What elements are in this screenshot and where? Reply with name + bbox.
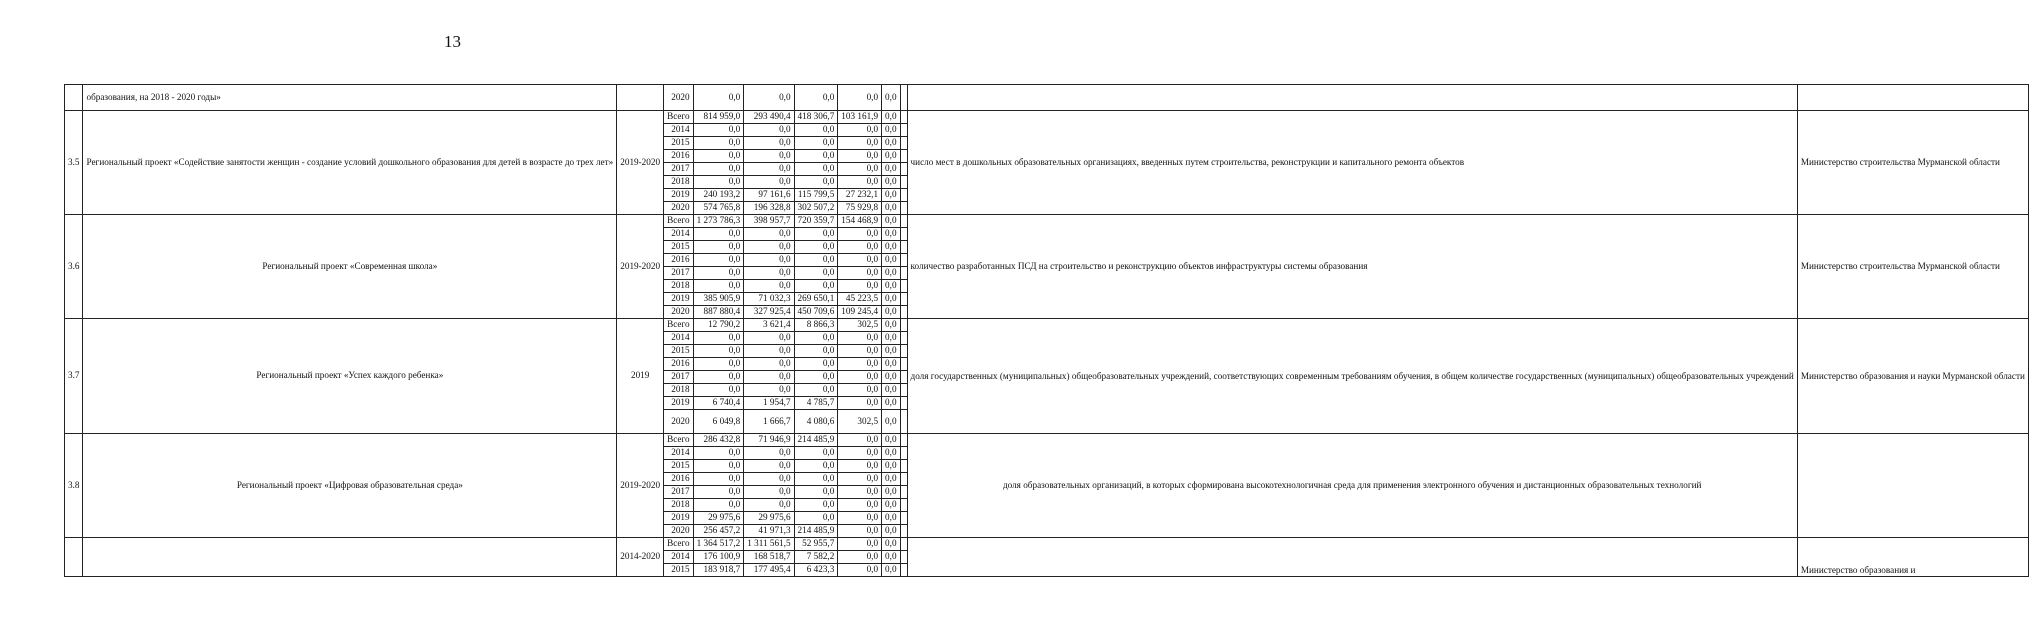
value-cell-2: 0,0 bbox=[744, 473, 794, 486]
year-cell: 2017 bbox=[664, 163, 694, 176]
value-cell-4: 0,0 bbox=[838, 358, 882, 371]
table-row bbox=[65, 319, 2029, 332]
indicator-cell bbox=[907, 85, 1797, 111]
indicator-cell: доля государственных (муниципальных) общеобразовательных учреждений, соответствующих современным требованиям обучения, в общем количестве государственных (муниципальных) общеобразовательных учреждений bbox=[907, 319, 1797, 434]
value-cell-4: 0,0 bbox=[838, 486, 882, 499]
value-cell-4: 0,0 bbox=[838, 499, 882, 512]
spacer-cell bbox=[900, 397, 907, 410]
value-cell-1: 0,0 bbox=[693, 137, 744, 150]
value-cell-3: 450 709,6 bbox=[794, 306, 838, 319]
value-cell-1: 0,0 bbox=[693, 254, 744, 267]
year-cell: 2020 bbox=[664, 202, 694, 215]
value-cell-5: 0,0 bbox=[882, 267, 900, 280]
value-cell-5: 0,0 bbox=[882, 111, 900, 124]
value-cell-2: 398 957,7 bbox=[744, 215, 794, 228]
year-cell: 2015 bbox=[664, 345, 694, 358]
spacer-cell bbox=[900, 176, 907, 189]
value-cell-1: 574 765,8 bbox=[693, 202, 744, 215]
value-cell-3: 269 650,1 bbox=[794, 293, 838, 306]
value-cell-2: 1 311 561,5 bbox=[744, 538, 794, 551]
value-cell-2: 293 490,4 bbox=[744, 111, 794, 124]
spacer-cell bbox=[900, 228, 907, 241]
value-cell-5: 0,0 bbox=[882, 473, 900, 486]
spacer-cell bbox=[900, 150, 907, 163]
value-cell-3: 0,0 bbox=[794, 137, 838, 150]
value-cell-3: 4 080,6 bbox=[794, 410, 838, 434]
budget-table bbox=[64, 84, 2029, 577]
value-cell-4: 0,0 bbox=[838, 371, 882, 384]
value-cell-2: 0,0 bbox=[744, 150, 794, 163]
table-row bbox=[65, 434, 2029, 447]
value-cell-2: 3 621,4 bbox=[744, 319, 794, 332]
spacer-cell bbox=[900, 85, 907, 111]
spacer-cell bbox=[900, 137, 907, 150]
value-cell-3: 4 785,7 bbox=[794, 397, 838, 410]
value-cell-2: 0,0 bbox=[744, 499, 794, 512]
year-cell: 2017 bbox=[664, 371, 694, 384]
value-cell-2: 0,0 bbox=[744, 332, 794, 345]
value-cell-3: 0,0 bbox=[794, 332, 838, 345]
value-cell-3: 6 423,3 bbox=[794, 564, 838, 577]
value-cell-4: 0,0 bbox=[838, 473, 882, 486]
value-cell-2: 0,0 bbox=[744, 280, 794, 293]
value-cell-5: 0,0 bbox=[882, 447, 900, 460]
value-cell-3: 0,0 bbox=[794, 280, 838, 293]
value-cell-2: 97 161,6 bbox=[744, 189, 794, 202]
value-cell-3: 0,0 bbox=[794, 358, 838, 371]
value-cell-3: 0,0 bbox=[794, 371, 838, 384]
value-cell-1: 0,0 bbox=[693, 332, 744, 345]
spacer-cell bbox=[900, 358, 907, 371]
value-cell-4: 0,0 bbox=[838, 525, 882, 538]
value-cell-2: 0,0 bbox=[744, 371, 794, 384]
value-cell-3: 8 866,3 bbox=[794, 319, 838, 332]
value-cell-2: 327 925,4 bbox=[744, 306, 794, 319]
value-cell-3: 0,0 bbox=[794, 473, 838, 486]
spacer-cell bbox=[900, 124, 907, 137]
value-cell-1: 176 100,9 bbox=[693, 551, 744, 564]
value-cell-1: 0,0 bbox=[693, 85, 744, 111]
value-cell-3: 52 955,7 bbox=[794, 538, 838, 551]
value-cell-4: 0,0 bbox=[838, 163, 882, 176]
value-cell-2: 1 666,7 bbox=[744, 410, 794, 434]
measure-name: Региональный проект «Успех каждого ребенка» bbox=[83, 319, 617, 434]
value-cell-3: 0,0 bbox=[794, 124, 838, 137]
value-cell-5: 0,0 bbox=[882, 306, 900, 319]
value-cell-1: 814 959,0 bbox=[693, 111, 744, 124]
year-cell: 2017 bbox=[664, 267, 694, 280]
year-cell: 2016 bbox=[664, 150, 694, 163]
value-cell-5: 0,0 bbox=[882, 150, 900, 163]
spacer-cell bbox=[900, 280, 907, 293]
value-cell-4: 302,5 bbox=[838, 410, 882, 434]
year-cell: 2016 bbox=[664, 473, 694, 486]
value-cell-4: 154 468,9 bbox=[838, 215, 882, 228]
table-row bbox=[65, 111, 2029, 124]
value-cell-1: 256 457,2 bbox=[693, 525, 744, 538]
year-cell: 2014 bbox=[664, 551, 694, 564]
value-cell-4: 0,0 bbox=[838, 137, 882, 150]
value-cell-1: 0,0 bbox=[693, 358, 744, 371]
measure-name: Региональный проект «Современная школа» bbox=[83, 215, 617, 319]
value-cell-2: 0,0 bbox=[744, 241, 794, 254]
value-cell-2: 0,0 bbox=[744, 460, 794, 473]
value-cell-5: 0,0 bbox=[882, 254, 900, 267]
spacer-cell bbox=[900, 332, 907, 345]
value-cell-3: 0,0 bbox=[794, 512, 838, 525]
table-row bbox=[65, 85, 2029, 111]
year-cell: 2018 bbox=[664, 384, 694, 397]
value-cell-1: 286 432,8 bbox=[693, 434, 744, 447]
value-cell-4: 75 929,8 bbox=[838, 202, 882, 215]
year-cell: 2017 bbox=[664, 486, 694, 499]
table-row bbox=[65, 538, 2029, 551]
row-number bbox=[65, 85, 83, 111]
value-cell-4: 0,0 bbox=[838, 538, 882, 551]
spacer-cell bbox=[900, 384, 907, 397]
spacer-cell bbox=[900, 525, 907, 538]
value-cell-5: 0,0 bbox=[882, 371, 900, 384]
value-cell-5: 0,0 bbox=[882, 241, 900, 254]
value-cell-4: 0,0 bbox=[838, 447, 882, 460]
value-cell-1: 240 193,2 bbox=[693, 189, 744, 202]
row-number: 3.8 bbox=[65, 434, 83, 538]
value-cell-4: 302,5 bbox=[838, 319, 882, 332]
value-cell-2: 0,0 bbox=[744, 254, 794, 267]
value-cell-3: 0,0 bbox=[794, 345, 838, 358]
value-cell-1: 6 049,8 bbox=[693, 410, 744, 434]
value-cell-5: 0,0 bbox=[882, 137, 900, 150]
executor-cell: Министерство строительства Мурманской области bbox=[1797, 215, 2028, 319]
value-cell-5: 0,0 bbox=[882, 345, 900, 358]
value-cell-2: 0,0 bbox=[744, 267, 794, 280]
value-cell-4: 0,0 bbox=[838, 241, 882, 254]
value-cell-1: 0,0 bbox=[693, 176, 744, 189]
year-cell: 2015 bbox=[664, 564, 694, 577]
spacer-cell bbox=[900, 512, 907, 525]
value-cell-4: 0,0 bbox=[838, 345, 882, 358]
value-cell-5: 0,0 bbox=[882, 358, 900, 371]
value-cell-2: 196 328,8 bbox=[744, 202, 794, 215]
period-cell bbox=[617, 85, 664, 111]
spacer-cell bbox=[900, 551, 907, 564]
spacer-cell bbox=[900, 564, 907, 577]
value-cell-3: 214 485,9 bbox=[794, 434, 838, 447]
value-cell-1: 0,0 bbox=[693, 280, 744, 293]
spacer-cell bbox=[900, 254, 907, 267]
value-cell-5: 0,0 bbox=[882, 410, 900, 434]
value-cell-2: 0,0 bbox=[744, 163, 794, 176]
value-cell-1: 0,0 bbox=[693, 241, 744, 254]
value-cell-5: 0,0 bbox=[882, 124, 900, 137]
value-cell-2: 71 032,3 bbox=[744, 293, 794, 306]
value-cell-5: 0,0 bbox=[882, 293, 900, 306]
row-number: 3.6 bbox=[65, 215, 83, 319]
value-cell-2: 0,0 bbox=[744, 486, 794, 499]
indicator-cell: количество разработанных ПСД на строительство и реконструкцию объектов инфраструктуры системы образования bbox=[907, 215, 1797, 319]
value-cell-2: 0,0 bbox=[744, 345, 794, 358]
year-cell: 2014 bbox=[664, 124, 694, 137]
year-cell: 2015 bbox=[664, 241, 694, 254]
row-number: 3.5 bbox=[65, 111, 83, 215]
value-cell-1: 183 918,7 bbox=[693, 564, 744, 577]
spacer-cell bbox=[900, 473, 907, 486]
value-cell-5: 0,0 bbox=[882, 460, 900, 473]
measure-name: Региональный проект «Цифровая образовательная среда» bbox=[83, 434, 617, 538]
value-cell-3: 115 799,5 bbox=[794, 189, 838, 202]
spacer-cell bbox=[900, 434, 907, 447]
value-cell-4: 0,0 bbox=[838, 228, 882, 241]
period-cell: 2019-2020 bbox=[617, 111, 664, 215]
measure-name: образования, на 2018 - 2020 годы» bbox=[83, 85, 617, 111]
year-cell: Всего bbox=[664, 111, 694, 124]
value-cell-3: 0,0 bbox=[794, 267, 838, 280]
value-cell-2: 0,0 bbox=[744, 137, 794, 150]
value-cell-4: 45 223,5 bbox=[838, 293, 882, 306]
value-cell-1: 6 740,4 bbox=[693, 397, 744, 410]
year-cell: Всего bbox=[664, 434, 694, 447]
measure-name bbox=[83, 538, 617, 577]
value-cell-4: 0,0 bbox=[838, 176, 882, 189]
executor-cell bbox=[1797, 85, 2028, 111]
spacer-cell bbox=[900, 538, 907, 551]
value-cell-4: 0,0 bbox=[838, 434, 882, 447]
value-cell-2: 41 971,3 bbox=[744, 525, 794, 538]
value-cell-2: 0,0 bbox=[744, 176, 794, 189]
value-cell-5: 0,0 bbox=[882, 499, 900, 512]
value-cell-1: 0,0 bbox=[693, 163, 744, 176]
value-cell-5: 0,0 bbox=[882, 486, 900, 499]
value-cell-4: 103 161,9 bbox=[838, 111, 882, 124]
spacer-cell bbox=[900, 345, 907, 358]
value-cell-1: 0,0 bbox=[693, 384, 744, 397]
year-cell: 2020 bbox=[664, 525, 694, 538]
value-cell-1: 385 905,9 bbox=[693, 293, 744, 306]
value-cell-3: 0,0 bbox=[794, 486, 838, 499]
value-cell-4: 109 245,4 bbox=[838, 306, 882, 319]
value-cell-4: 0,0 bbox=[838, 254, 882, 267]
period-cell: 2019 bbox=[617, 319, 664, 434]
spacer-cell bbox=[900, 371, 907, 384]
value-cell-1: 0,0 bbox=[693, 460, 744, 473]
value-cell-1: 0,0 bbox=[693, 486, 744, 499]
executor-cell: Министерство образования и bbox=[1797, 538, 2028, 577]
year-cell: 2019 bbox=[664, 189, 694, 202]
value-cell-1: 0,0 bbox=[693, 499, 744, 512]
value-cell-2: 29 975,6 bbox=[744, 512, 794, 525]
value-cell-3: 0,0 bbox=[794, 85, 838, 111]
value-cell-1: 0,0 bbox=[693, 473, 744, 486]
value-cell-4: 0,0 bbox=[838, 150, 882, 163]
year-cell: Всего bbox=[664, 215, 694, 228]
year-cell: Всего bbox=[664, 319, 694, 332]
executor-cell: Министерство строительства Мурманской области bbox=[1797, 111, 2028, 215]
spacer-cell bbox=[900, 293, 907, 306]
value-cell-4: 0,0 bbox=[838, 85, 882, 111]
value-cell-4: 0,0 bbox=[838, 384, 882, 397]
value-cell-5: 0,0 bbox=[882, 525, 900, 538]
indicator-cell: доля образовательных организаций, в которых сформирована высокотехнологичная среда для применения электронного обучения и дистанционных образовательных технологий bbox=[907, 434, 1797, 538]
value-cell-3: 214 485,9 bbox=[794, 525, 838, 538]
spacer-cell bbox=[900, 111, 907, 124]
year-cell: 2014 bbox=[664, 332, 694, 345]
value-cell-4: 0,0 bbox=[838, 332, 882, 345]
year-cell: 2018 bbox=[664, 499, 694, 512]
value-cell-5: 0,0 bbox=[882, 319, 900, 332]
year-cell: 2018 bbox=[664, 176, 694, 189]
executor-cell: Министерство образования и науки Мурманской области bbox=[1797, 319, 2028, 434]
value-cell-2: 0,0 bbox=[744, 358, 794, 371]
spacer-cell bbox=[900, 319, 907, 332]
value-cell-3: 418 306,7 bbox=[794, 111, 838, 124]
value-cell-2: 0,0 bbox=[744, 384, 794, 397]
spacer-cell bbox=[900, 202, 907, 215]
year-cell: 2015 bbox=[664, 460, 694, 473]
value-cell-3: 0,0 bbox=[794, 447, 838, 460]
spacer-cell bbox=[900, 215, 907, 228]
value-cell-1: 0,0 bbox=[693, 228, 744, 241]
row-number: 3.7 bbox=[65, 319, 83, 434]
value-cell-5: 0,0 bbox=[882, 434, 900, 447]
indicator-cell: число мест в дошкольных образовательных организациях, введенных путем строительства, реконструкции и капитального ремонта объектов bbox=[907, 111, 1797, 215]
year-cell: Всего bbox=[664, 538, 694, 551]
value-cell-5: 0,0 bbox=[882, 228, 900, 241]
page-number: 13 bbox=[444, 32, 461, 51]
year-cell: 2015 bbox=[664, 137, 694, 150]
value-cell-3: 302 507,2 bbox=[794, 202, 838, 215]
value-cell-3: 7 582,2 bbox=[794, 551, 838, 564]
executor-cell bbox=[1797, 434, 2028, 538]
year-cell: 2020 bbox=[664, 85, 694, 111]
value-cell-5: 0,0 bbox=[882, 332, 900, 345]
value-cell-5: 0,0 bbox=[882, 564, 900, 577]
value-cell-3: 0,0 bbox=[794, 163, 838, 176]
value-cell-4: 0,0 bbox=[838, 124, 882, 137]
measure-name: Региональный проект «Содействие занятости женщин - создание условий дошкольного образования для детей в возрасте до трех лет» bbox=[83, 111, 617, 215]
spacer-cell bbox=[900, 499, 907, 512]
value-cell-1: 0,0 bbox=[693, 124, 744, 137]
year-cell: 2016 bbox=[664, 254, 694, 267]
value-cell-4: 0,0 bbox=[838, 280, 882, 293]
spacer-cell bbox=[900, 486, 907, 499]
value-cell-2: 177 495,4 bbox=[744, 564, 794, 577]
value-cell-5: 0,0 bbox=[882, 397, 900, 410]
value-cell-2: 0,0 bbox=[744, 447, 794, 460]
spacer-cell bbox=[900, 306, 907, 319]
value-cell-1: 29 975,6 bbox=[693, 512, 744, 525]
value-cell-3: 0,0 bbox=[794, 150, 838, 163]
value-cell-1: 0,0 bbox=[693, 150, 744, 163]
year-cell: 2016 bbox=[664, 358, 694, 371]
year-cell: 2014 bbox=[664, 228, 694, 241]
value-cell-5: 0,0 bbox=[882, 85, 900, 111]
value-cell-5: 0,0 bbox=[882, 189, 900, 202]
spacer-cell bbox=[900, 410, 907, 434]
value-cell-1: 0,0 bbox=[693, 447, 744, 460]
value-cell-1: 887 880,4 bbox=[693, 306, 744, 319]
value-cell-5: 0,0 bbox=[882, 176, 900, 189]
spacer-cell bbox=[900, 189, 907, 202]
value-cell-1: 0,0 bbox=[693, 267, 744, 280]
indicator-cell bbox=[907, 538, 1797, 577]
year-cell: 2019 bbox=[664, 293, 694, 306]
value-cell-5: 0,0 bbox=[882, 512, 900, 525]
value-cell-1: 1 364 517,2 bbox=[693, 538, 744, 551]
period-cell: 2019-2020 bbox=[617, 434, 664, 538]
value-cell-3: 0,0 bbox=[794, 499, 838, 512]
value-cell-2: 71 946,9 bbox=[744, 434, 794, 447]
value-cell-2: 0,0 bbox=[744, 124, 794, 137]
value-cell-3: 0,0 bbox=[794, 176, 838, 189]
value-cell-5: 0,0 bbox=[882, 538, 900, 551]
value-cell-4: 0,0 bbox=[838, 551, 882, 564]
table-row bbox=[65, 215, 2029, 228]
value-cell-4: 0,0 bbox=[838, 512, 882, 525]
spacer-cell bbox=[900, 267, 907, 280]
year-cell: 2020 bbox=[664, 306, 694, 319]
spacer-cell bbox=[900, 460, 907, 473]
value-cell-1: 0,0 bbox=[693, 345, 744, 358]
value-cell-1: 12 790,2 bbox=[693, 319, 744, 332]
value-cell-4: 27 232,1 bbox=[838, 189, 882, 202]
value-cell-5: 0,0 bbox=[882, 163, 900, 176]
year-cell: 2019 bbox=[664, 512, 694, 525]
value-cell-4: 0,0 bbox=[838, 460, 882, 473]
value-cell-5: 0,0 bbox=[882, 384, 900, 397]
value-cell-2: 168 518,7 bbox=[744, 551, 794, 564]
value-cell-2: 0,0 bbox=[744, 228, 794, 241]
value-cell-3: 0,0 bbox=[794, 241, 838, 254]
period-cell: 2019-2020 bbox=[617, 215, 664, 319]
value-cell-3: 720 359,7 bbox=[794, 215, 838, 228]
value-cell-3: 0,0 bbox=[794, 254, 838, 267]
value-cell-5: 0,0 bbox=[882, 202, 900, 215]
spacer-cell bbox=[900, 241, 907, 254]
value-cell-1: 1 273 786,3 bbox=[693, 215, 744, 228]
value-cell-5: 0,0 bbox=[882, 280, 900, 293]
value-cell-2: 1 954,7 bbox=[744, 397, 794, 410]
spacer-cell bbox=[900, 163, 907, 176]
period-cell: 2014-2020 bbox=[617, 538, 664, 577]
value-cell-5: 0,0 bbox=[882, 215, 900, 228]
value-cell-4: 0,0 bbox=[838, 267, 882, 280]
year-cell: 2019 bbox=[664, 397, 694, 410]
year-cell: 2014 bbox=[664, 447, 694, 460]
value-cell-1: 0,0 bbox=[693, 371, 744, 384]
year-cell: 2018 bbox=[664, 280, 694, 293]
value-cell-4: 0,0 bbox=[838, 564, 882, 577]
value-cell-5: 0,0 bbox=[882, 551, 900, 564]
value-cell-4: 0,0 bbox=[838, 397, 882, 410]
spacer-cell bbox=[900, 447, 907, 460]
value-cell-3: 0,0 bbox=[794, 460, 838, 473]
value-cell-3: 0,0 bbox=[794, 384, 838, 397]
value-cell-2: 0,0 bbox=[744, 85, 794, 111]
row-number bbox=[65, 538, 83, 577]
year-cell: 2020 bbox=[664, 410, 694, 434]
value-cell-3: 0,0 bbox=[794, 228, 838, 241]
